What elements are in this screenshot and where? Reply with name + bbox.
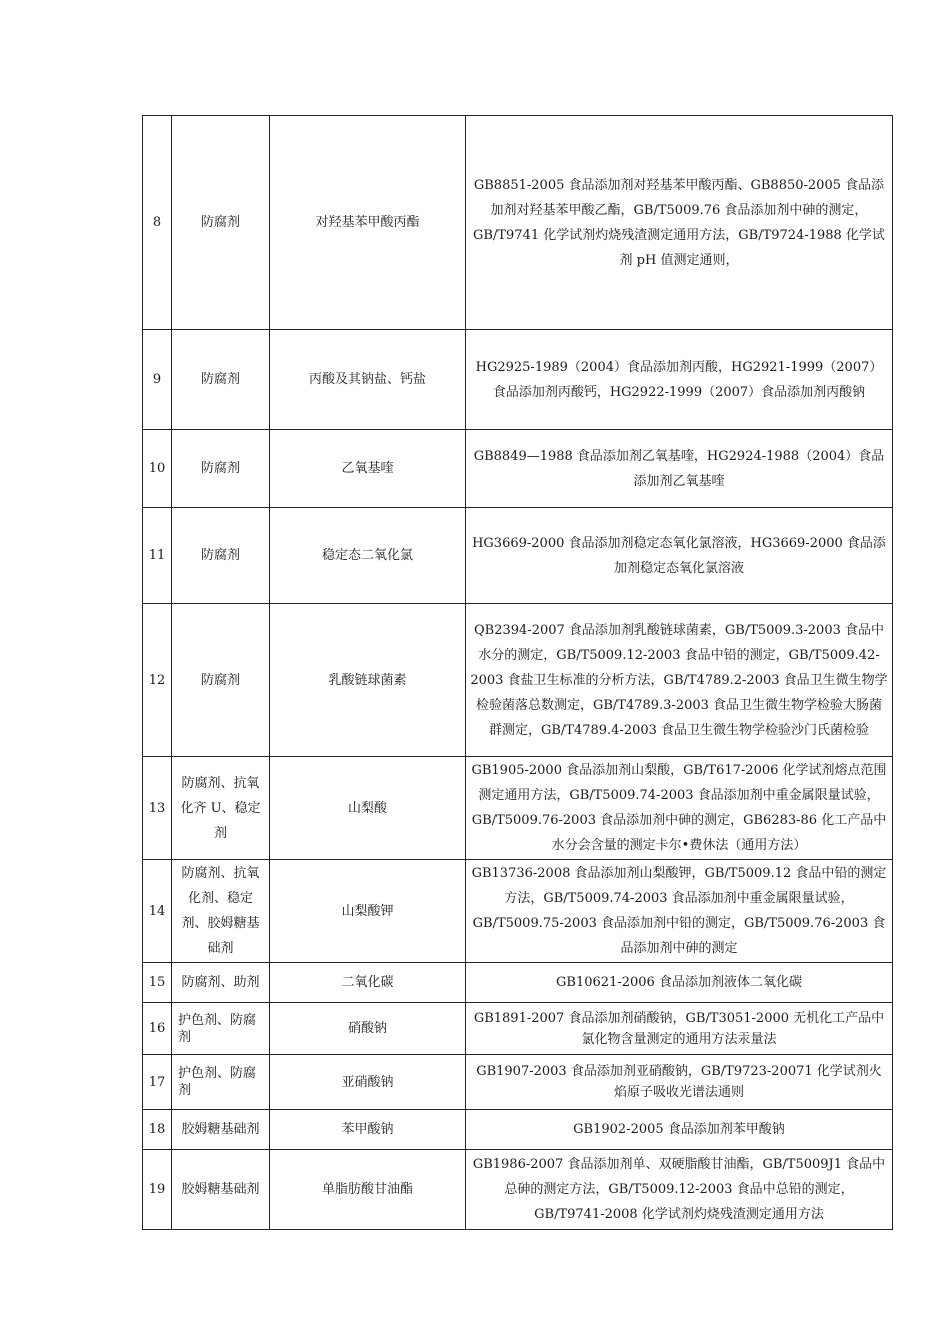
standards-text: GB10621-2006 食品添加剂液体二氧化碳 [466,963,893,1003]
table-row [143,1110,893,1150]
additive-category: 防腐剂 [172,604,270,757]
standards-text: HG3669-2000 食品添加剂稳定态氧化氯溶液，HG3669-2000 食品添加剂稳定态氧化氯溶液 [466,508,893,604]
standards-text: HG2925-1989（2004）食品添加剂丙酸，HG2921-1999（2007）食品添加剂丙酸钙，HG2922-1999（2007）食品添加剂丙酸钠 [466,330,893,430]
additive-name: 山梨酸钾 [270,860,466,963]
table-row [143,860,893,963]
additive-name: 稳定态二氧化氯 [270,508,466,604]
standards-text: QB2394-2007 食品添加剂乳酸链球菌素，GB/T5009.3-2003 食品中水分的测定，GB/T5009.12-2003 食品中铅的测定，GB/T5009.42-2003 食盐卫生标准的分析方法，GB/T4789.2-2003 食品卫生微生物学检验菌落总数测定，GB/T4789.3-2003 食品卫生微生物学检验大肠菌群测定，GB/T4789.4-2003 食品卫生微生物学检验沙门氏菌检验 [466,604,893,757]
additive-name: 乳酸链球菌素 [270,604,466,757]
row-number: 12 [143,604,172,757]
table-row [143,1003,893,1055]
standards-text: GB1891-2007 食品添加剂硝酸钠，GB/T3051-2000 无机化工产品中氯化物含量测定的通用方法汞量法 [466,1003,893,1055]
additive-category: 防腐剂、抗氧化齐 U、稳定剂 [172,757,270,860]
additive-name: 丙酸及其钠盐、钙盐 [270,330,466,430]
row-number: 17 [143,1055,172,1110]
row-number: 16 [143,1003,172,1055]
row-number: 14 [143,860,172,963]
table-row [143,508,893,604]
additive-category: 防腐剂 [172,330,270,430]
row-number: 15 [143,963,172,1003]
table-row [143,1055,893,1110]
table-row [143,757,893,860]
additive-name: 对羟基苯甲酸丙酯 [270,116,466,330]
additive-category: 胶姆糖基础剂 [172,1110,270,1150]
standards-text: GB8849—1988 食品添加剂乙氧基喹，HG2924-1988（2004）食品添加剂乙氧基喹 [466,430,893,508]
row-number: 9 [143,330,172,430]
standards-text: GB1902-2005 食品添加剂苯甲酸钠 [466,1110,893,1150]
additive-category: 防腐剂、抗氧化剂、稳定剂、胶姆糖基础剂 [172,860,270,963]
additive-name: 二氧化碳 [270,963,466,1003]
additive-category: 护色剂、防腐剂 [172,1003,270,1055]
additive-category: 护色剂、防腐剂 [172,1055,270,1110]
standards-text: GB1905-2000 食品添加剂山梨酸，GB/T617-2006 化学试剂熔点范围测定通用方法，GB/T5009.74-2003 食品添加剂中重金属限量试验，GB/T5009.76-2003 食品添加剂中砷的测定，GB6283-86 化工产品中水分会含量的测定卡尔•费休法（通用方法） [466,757,893,860]
additive-category: 防腐剂 [172,430,270,508]
additive-name: 苯甲酸钠 [270,1110,466,1150]
row-number: 8 [143,116,172,330]
additive-name: 硝酸钠 [270,1003,466,1055]
additive-name: 山梨酸 [270,757,466,860]
additive-name: 亚硝酸钠 [270,1055,466,1110]
standards-text: GB1907-2003 食品添加剂亚硝酸钠，GB/T9723-20071 化学试剂火焰原子吸收光谱法通则 [466,1055,893,1110]
table-row [143,430,893,508]
row-number: 18 [143,1110,172,1150]
row-number: 19 [143,1150,172,1230]
additive-category: 胶姆糖基础剂 [172,1150,270,1230]
additive-name: 乙氧基喹 [270,430,466,508]
additive-name: 单脂肪酸甘油酯 [270,1150,466,1230]
row-number: 10 [143,430,172,508]
table-row [143,116,893,330]
row-number: 13 [143,757,172,860]
table-row [143,330,893,430]
standards-text: GB1986-2007 食品添加剂单、双硬脂酸甘油酯，GB/T5009J1 食品中总砷的测定方法，GB/T5009.12-2003 食品中总铅的测定，GB/T9741-2008 化学试剂灼烧残渣测定通用方法 [466,1150,893,1230]
table-row [143,963,893,1003]
standards-table [142,115,893,1230]
standards-text: GB8851-2005 食品添加剂对羟基苯甲酸丙酯、GB8850-2005 食品添加剂对羟基苯甲酸乙酯，GB/T5009.76 食品添加剂中砷的测定，GB/T9741 化学试剂灼烧残渣测定通用方法，GB/T9724-1988 化学试剂 pH 值测定通则， [466,116,893,330]
additive-category: 防腐剂 [172,508,270,604]
table-row [143,604,893,757]
row-number: 11 [143,508,172,604]
table-row [143,1150,893,1230]
standards-text: GB13736-2008 食品添加剂山梨酸钾，GB/T5009.12 食品中铅的测定方法，GB/T5009.74-2003 食品添加剂中重金属限量试验，GB/T5009.75-2003 食品添加剂中铅的测定，GB/T5009.76-2003 食品添加剂中砷的测定 [466,860,893,963]
additive-category: 防腐剂 [172,116,270,330]
additive-category: 防腐剂、助剂 [172,963,270,1003]
